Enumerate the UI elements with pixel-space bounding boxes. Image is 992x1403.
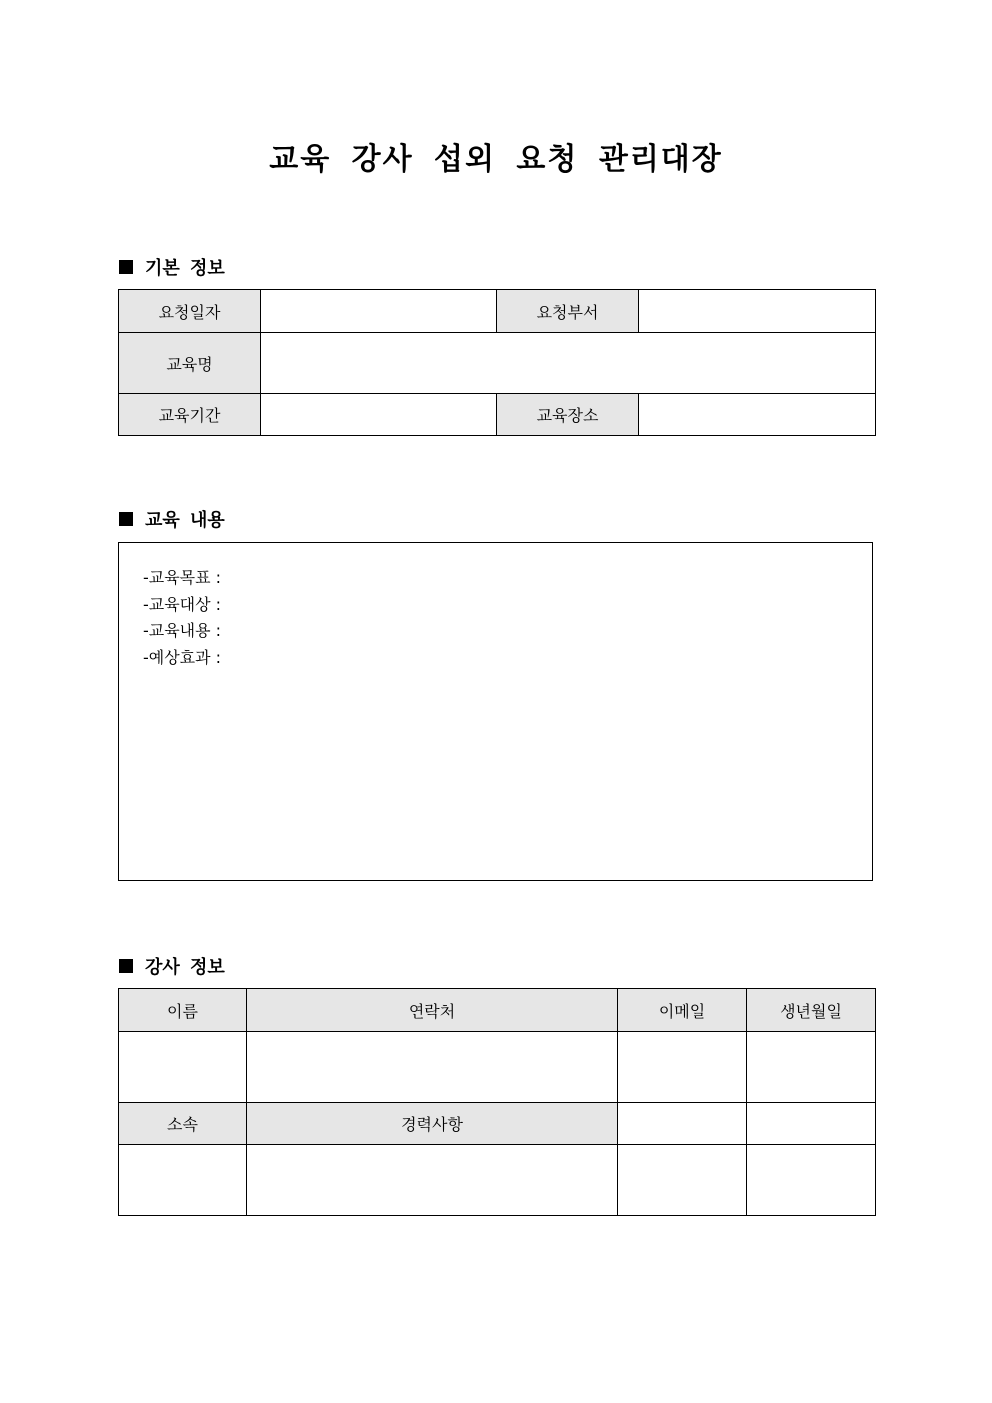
- course-content-box[interactable]: [118, 542, 873, 881]
- section-heading-instructor: [119, 953, 225, 979]
- birth-field[interactable]: [747, 1032, 876, 1103]
- contact-field[interactable]: [247, 1032, 618, 1103]
- location-label: 교육장소: [497, 394, 639, 436]
- request-dept-label: 요청부서: [497, 290, 639, 333]
- request-dept-field[interactable]: [639, 290, 876, 333]
- section-heading-content: [119, 506, 225, 532]
- request-date-field[interactable]: [261, 290, 497, 333]
- affiliation-label: 소속: [119, 1103, 247, 1145]
- period-label: 교육기간: [119, 394, 261, 436]
- course-name-label: 교육명: [119, 333, 261, 394]
- section-heading-basic: [119, 254, 225, 280]
- affiliation-field[interactable]: [119, 1145, 247, 1216]
- name-field[interactable]: [119, 1032, 247, 1103]
- content-lines: [143, 565, 221, 671]
- content-line-content: -교육내용 :: [143, 621, 222, 640]
- page-title: 교육 강사 섭외 요청 관리대장: [269, 142, 723, 177]
- extra-field-3[interactable]: [618, 1145, 747, 1216]
- email-label: 이메일: [618, 989, 747, 1032]
- section-title-content: 교육 내용: [145, 510, 225, 531]
- birth-label: 생년월일: [747, 989, 876, 1032]
- instructor-info-table: [118, 988, 876, 1216]
- extra-field-2[interactable]: [747, 1103, 876, 1145]
- name-label: 이름: [119, 989, 247, 1032]
- request-date-label: 요청일자: [119, 290, 261, 333]
- career-label: 경력사항: [247, 1103, 618, 1145]
- email-field[interactable]: [618, 1032, 747, 1103]
- career-field[interactable]: [247, 1145, 618, 1216]
- section-title-basic: 기본 정보: [145, 258, 225, 279]
- location-field[interactable]: [639, 394, 876, 436]
- extra-field-4[interactable]: [747, 1145, 876, 1216]
- period-field[interactable]: [261, 394, 497, 436]
- section-title-instructor: 강사 정보: [145, 957, 225, 978]
- basic-info-table: [118, 289, 876, 436]
- content-line-goal: -교육목표 :: [143, 568, 222, 587]
- square-bullet-icon: [119, 959, 133, 973]
- content-line-effect: -예상효과 :: [143, 647, 222, 667]
- contact-label: 연락처: [247, 989, 618, 1032]
- course-name-field[interactable]: [261, 333, 876, 394]
- extra-field-1[interactable]: [618, 1103, 747, 1145]
- square-bullet-icon: [119, 512, 133, 526]
- square-bullet-icon: [119, 260, 133, 274]
- content-line-target: -교육대상 :: [143, 594, 222, 614]
